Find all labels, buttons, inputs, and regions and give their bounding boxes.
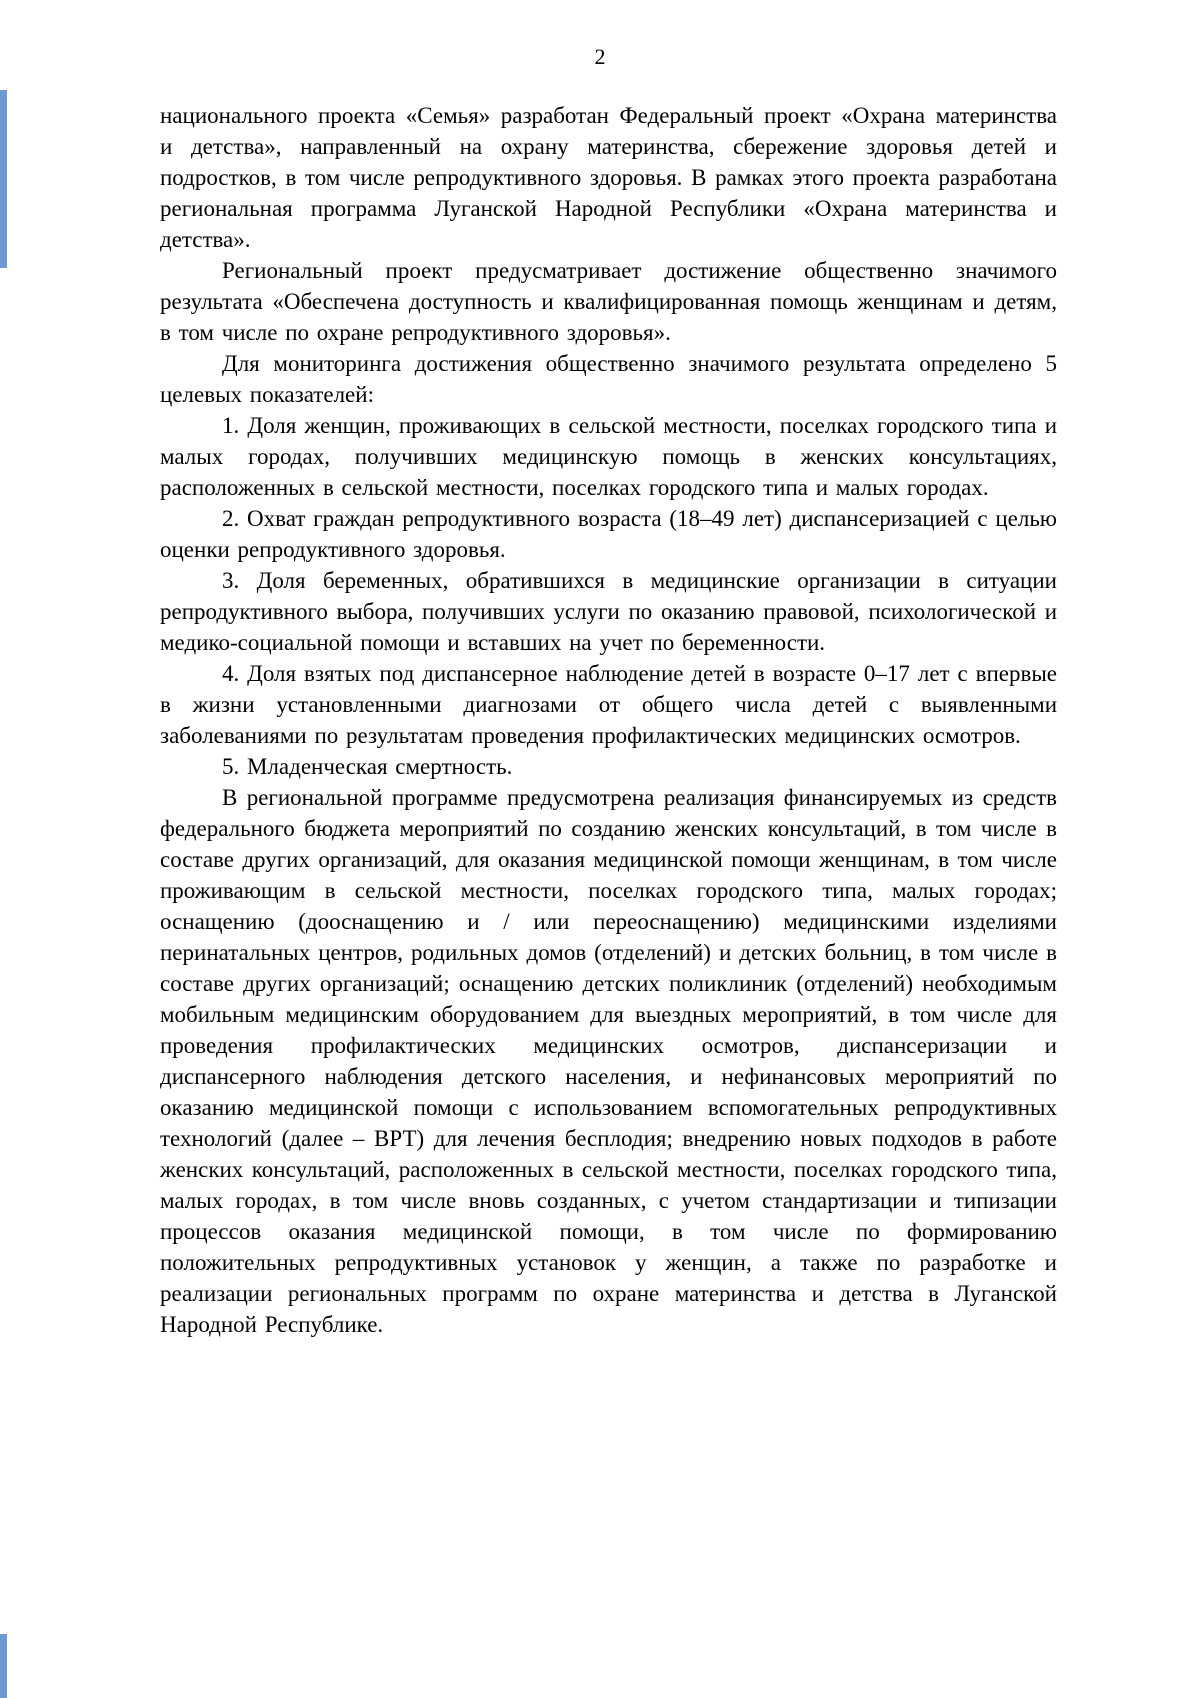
page-number: 2	[594, 44, 606, 69]
paragraph: Региональный проект предусматривает достижение общественно значимого результата «Обеспечена доступность и квалифицированная помощь женщинам и детям, в том числе по охране репродуктивного здоровья».	[160, 258, 1057, 345]
scan-edge-artifact-bottom	[0, 1634, 7, 1698]
document-body	[160, 100, 1057, 1340]
paragraph-continuation: национального проекта «Семья» разработан Федеральный проект «Охрана материнства и детства», направленный на охрану материнства, сбережение здоровья детей и подростков, в том числе репродуктивного здоровья. В рамках этого проекта разработана региональная программа Луганской Народной Республики «Охрана материнства и детства».	[160, 103, 1057, 252]
paragraph-list-item-4: 4. Доля взятых под диспансерное наблюдение детей в возрасте 0–17 лет с впервые в жизни установленными диагнозами от общего числа детей с выявленными заболеваниями по результатам проведения профилактических медицинских осмотров.	[160, 661, 1057, 748]
paragraph-list-item-5: 5. Младенческая смертность.	[222, 754, 513, 779]
paragraph: В региональной программе предусмотрена реализация финансируемых из средств федерального бюджета мероприятий по созданию женских консультаций, в том числе в составе других организаций, для оказания медицинской помощи женщинам, в том числе проживающим в сельской местности, поселках городского типа, малых городах; оснащению (дооснащению и / или переоснащению) медицинскими изделиями перинатальных центров, родильных домов (отделений) и детских больниц, в том числе в составе других организаций; оснащению детских поликлиник (отделений) необходимым мобильным медицинским оборудованием для выездных мероприятий, в том числе для проведения профилактических медицинских осмотров, диспансеризации и диспансерного наблюдения детского населения, и нефинансовых мероприятий по оказанию медицинской помощи с использованием вспомогательных репродуктивных технологий (далее – ВРТ) для лечения бесплодия; внедрению новых подходов в работе женских консультаций, расположенных в сельской местности, поселках городского типа, малых городах, в том числе вновь созданных, с учетом стандартизации и типизации процессов оказания медицинской помощи, в том числе по формированию положительных репродуктивных установок у женщин, а также по разработке и реализации региональных программ по охране материнства и детства в Луганской Народной Республике.	[160, 785, 1057, 1337]
paragraph-list-item-1: 1. Доля женщин, проживающих в сельской местности, поселках городского типа и малых городах, получивших медицинскую помощь в женских консультациях, расположенных в сельской местности, поселках городского типа и малых городах.	[160, 413, 1057, 500]
paragraph-list-item-3: 3. Доля беременных, обратившихся в медицинские организации в ситуации репродуктивного выбора, получивших услуги по оказанию правовой, психологической и медико-социальной помощи и вставших на учет по беременности.	[160, 568, 1057, 655]
paragraph-list-item-2: 2. Охват граждан репродуктивного возраста (18–49 лет) диспансеризацией с целью оценки репродуктивного здоровья.	[160, 506, 1057, 562]
scan-edge-artifact-top	[0, 90, 7, 268]
paragraph: Для мониторинга достижения общественно значимого результата определено 5 целевых показателей:	[160, 351, 1057, 407]
